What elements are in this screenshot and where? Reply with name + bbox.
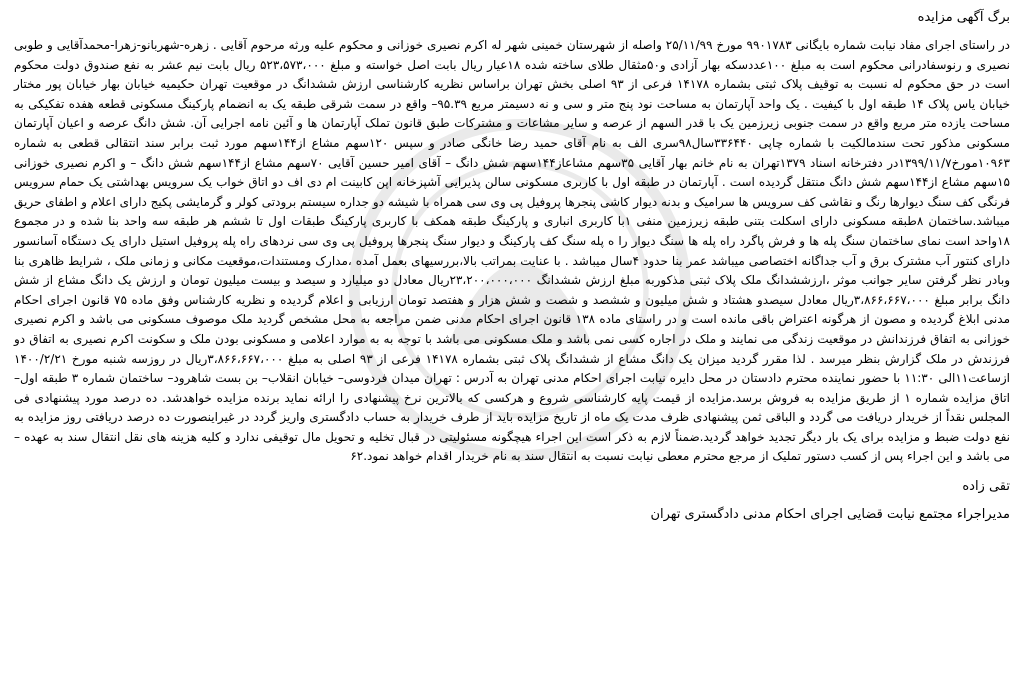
- signature-name: تقی زاده: [962, 479, 1010, 495]
- notice-body: در راستای اجرای مفاد نیابت شماره بایگانی ۹۹۰۱۷۸۳ مورخ ۲۵/۱۱/۹۹ واصله از شهرستان خمینی شهر له اکرم نصیری خوزانی و محکوم علیه ورثه مرحوم آقایی . زهره-شهربانو-زهرا-محمدآقایی و طوبی نصیری و رنوسفادرانی محکوم است به مبلغ ۱۰۰عددسکه بهار آزادی و۵۰مثقال طلای ساخته شده ۱۸عیار ریال بابت اصل خواسته و مبلغ ۵۲۳،۵۷۳،۰۰۰ ریال بابت نیم عشر به نفع صندوق دولت محکوم است در حق محکوم له نسبت به توقیف پلاک ثبتی بشماره ۱۴۱۷۸ فرعی از ۹۳ اصلی بخش تهران براساس نظریه کارشناسی ارزش ششدانگ در موقعیت تهران حکیمیه خیابان بهار خیابان پور مختار خیابان یاس پلاک ۱۴ طبقه اول با کیفیت . یک واحد آپارتمان به مساحت نود پنج متر و سی و نه دسیمتر مربع ۹۵.۳۹– واقع در سمت شرقی طبقه یک به انضمام پارکینگ مسکونی قطعه هفده تفکیکی به مساحت یازده متر مربع واقع در سمت جنوبی زیرزمین یک با قدر السهم از عرصه و سایر مشاعات و مشترکات طبق قانون تملک آپارتمان ها و آئین نامه اجرایی آن. شش دانگ عرصه و اعیان آپارتمان مسکونی مذکور تحت سندمالکیت با شماره چاپی ۳۳۶۴۴۰سال۹۸سری الف به نام آقای حمید رضا خانگی صادر و سپس ۱۲۰سهم مشاع از۱۴۴سهم مورد ثبت برابر سند انتقالی قطعی به شماره ۱۰۹۶۳مورخ۱۳۹۹/۱۱/۷در دفترخانه اسناد ۱۳۷۹تهران به نام خانم بهار آقایی ۳۵سهم مشاعاز۱۴۴سهم شش دانگ – آقای امیر حسین آقایی ۷۰سهم مشاع از۱۴۴سهم شش دانگ – و اکرم نصیری خوزانی ۱۵سهم مشاع از۱۴۴سهم شش دانگ منتقل گردیده است . آپارتمان در طبقه اول با کاربری مسکونی سالن پذیرایی آشپزخانه اپن کابینت ام دی اف دو اتاق خواب یک سرویس بهداشتی یک حمام سرویس فرنگی کف سنگ دیوارها رنگ و نقاشی کف سرویس ها سرامیک و بدنه دیوار کاشی پنجرها پروفیل پی وی سی همراه با شیشه دو جداره سیستم برودتی کولر و گرمایشی پکیج دارای اعلام و اطفای حریق میباشد.ساختمان ۸طبقه مسکونی دارای اسکلت بتنی طبقه زیرزمین منفی ۱با کاربری انباری و پارکینگ طبقه همکف با کاربری پارکینگ طبقات اول تا ششم هر طبقه سه واحد بنا شده و در مجموع ۱۸واحد است نمای ساختمان سنگ پله ها و فرش پاگرد راه پله ها سنگ دیوار را ه پله سنگ کف پارکینگ و دیوار سنگ پنجرها پروفیل پی وی سی نردهای راه پله پروفیل استیل دارای یک دستگاه آسانسور دارای کنتور آب مشترک برق و آب جداگانه اختصاصی میباشد عمر بنا حدود ۴سال میباشد . با عنایت بمراتب بالا،بررسیهای بعمل آمده ،مدارک ومستندات،موقعیت مکانی و زمانی ملک ، شرایط ظاهری بنا وبادر نظر گرفتن سایر جوانب موثر ،ارزششدانگ ملک پلاک ثبتی مذکوربه مبلغ ارزش ششدانگ ۲۳،۲۰۰،۰۰۰،۰۰۰ریال معادل دو میلیارد و سیصد و بیست میلیون تومان و ارزش یک دانگ مشاع از شش دانگ برابر مبلغ ۳،۸۶۶،۶۶۷،۰۰۰ریال معادل سیصدو هشتاد و شش میلیون و ششصد و شصت و شش هزار و هفتصد تومان ارزیابی و اعلام گردیده و نظریه کارشناس وفق ماده ۷۵ قانون اجرای احکام مدنی ابلاغ گردیده و مصون از هرگونه اعتراض باقی مانده است و در راستای ماده ۱۳۸ قانون اجرای احکام مدنی ضمن مراجعه به محل مشخص گردید ملک موصوف مسکونی می باشد و اکرم نصیری خوزانی به اتفاق فرزندانش در موقعیت زندگی می نمایند و ملک در اجاره کسی نمی باشد و ملک مسکونی می باشد با توجه به به موارد اعلامی و مسکونی بودن ملک و سکونت اکرم نصیری به اتفاق دو فرزندش در ملک گزارش بنظر میرسد . لذا مقرر گردید میزان یک دانگ مشاع از ششدانگ پلاک ثبتی بشماره ۱۴۱۷۸ فرعی از ۹۳ اصلی به مبلغ ۳،۸۶۶،۶۶۷،۰۰۰ریال در روزسه شنبه مورخ ۱۴۰۰/۲/۲۱ ازساعت۱۱الی ۱۱:۳۰ با حضور نماینده محترم دادستان در محل دایره نیابت اجرای احکام مدنی تهران به آدرس : تهران میدان فردوسی– خیابان انقلاب– بن بست شاهرود– ساختمان شماره ۳ طبقه اول–اتاق مزایده شماره ۱ از طریق مزایده به فروش برسد.مزایده از قیمت پایه کارشناسی شروع و هرکسی که بالاترین نرخ پیشنهادی را ارائه نماید برنده مزایده خواهدشد. ده درصد مورد پیشنهادی فی المجلس نقداً از خریدار دریافت می گردد و الباقی ثمن پیشنهادی ظرف مدت یک ماه از تاریخ مزایده باید از طرف خریدار به حساب دادگستری واریز گردد در غیراینصورت ده درصد دریافتی روز مزایده به نفع دولت ضبط و مزایده برای یک بار دیگر تجدید خواهد گردید.ضمناً لازم به ذکر است این اجراء هیچگونه مسئولیتی در قبال تخلیه و تحویل مال توقیفی ندارد و کلیه هزینه های نقل انتقال سند به عهده – می باشد و این اجراء پس از کسب دستور تملیک از مرجع محترم معطی نیابت نسبت به انتقال سند به نام خریدار اقدام خواهد نمود.۶۲: [14, 38, 1011, 464]
- signature-title: مدیراجراء مجتمع نیابت قضایی اجرای احکام مدنی دادگستری تهران: [650, 507, 1010, 523]
- notice-title: برگ آگهی مزایده: [917, 10, 1010, 25]
